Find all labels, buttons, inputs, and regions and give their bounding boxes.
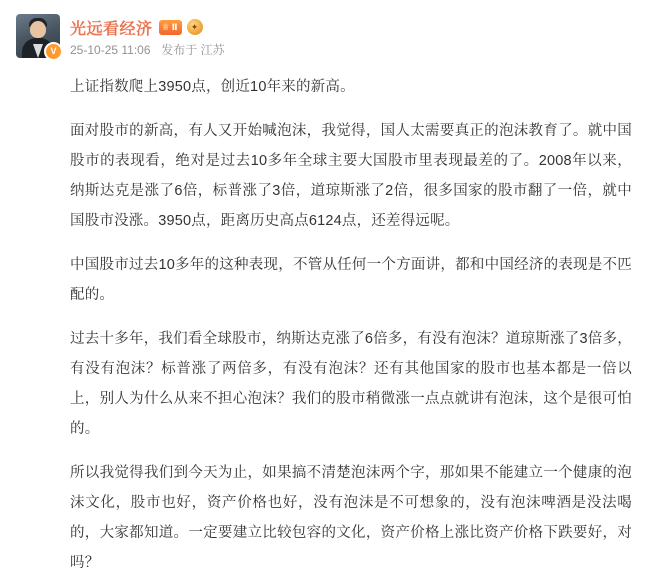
- avatar[interactable]: [16, 14, 60, 58]
- author-row: [70, 16, 634, 38]
- post-timestamp[interactable]: 25-10-25 11:06: [70, 43, 151, 57]
- crown-icon: ♕: [161, 21, 170, 32]
- post-source-prefix: 发布于: [161, 43, 198, 57]
- member-medal-icon[interactable]: ✦: [187, 19, 203, 35]
- post-paragraph: 上证指数爬上3950点，创近10年来的新高。: [70, 79, 355, 95]
- post-paragraph: 过去十多年，我们看全球股市，纳斯达克涨了6倍多，有没有泡沫？道琼斯涨了3倍多，有没有泡沫？标普涨了两倍多，有没有泡沫？还有其他国家的股市也基本都是一倍以上，别人为什么从来不担心泡沫？我们的股市稍微涨一点点就讲有泡沫，这个是很可怕的。: [70, 331, 632, 437]
- post-paragraph: 所以我觉得我们到今天为止，如果搞不清楚泡沫两个字，那如果不能建立一个健康的泡沫文化，股市也好，资产价格也好，没有泡沫是不可想象的，没有泡沫啤酒是没法喝的，大家都知道。一定要建立比较包容的文化，资产价格上涨比资产价格下跌要好，对吗？: [70, 465, 632, 571]
- avatar-face: [30, 21, 46, 38]
- post-location: 江苏: [200, 43, 225, 57]
- post-meta: [70, 42, 634, 58]
- author-name[interactable]: 光远看经济: [70, 20, 153, 38]
- post-paragraph: 面对股市的新高，有人又开始喊泡沫，我觉得，国人太需要真正的泡沫教育了。就中国股市的表现看，绝对是过去10多年全球主要大国股市里表现最差的了。2008年以来，纳斯达克是涨了6倍，标普涨了3倍，道琼斯涨了2倍，很多国家的股市翻了一倍，就中国股市没涨。3950点，距离历史高点6124点，还差得远呢。: [70, 123, 632, 229]
- header-text: [70, 14, 634, 58]
- vip-badge[interactable]: [159, 20, 182, 35]
- post-paragraph: 中国股市过去10多年的这种表现，不管从任何一个方面讲，都和中国经济的表现是不匹配的。: [70, 257, 632, 303]
- vip-level-label: Ⅱ: [171, 21, 178, 32]
- verified-badge-icon: V: [44, 42, 63, 61]
- post-header: [16, 14, 634, 64]
- post-body: [16, 72, 634, 578]
